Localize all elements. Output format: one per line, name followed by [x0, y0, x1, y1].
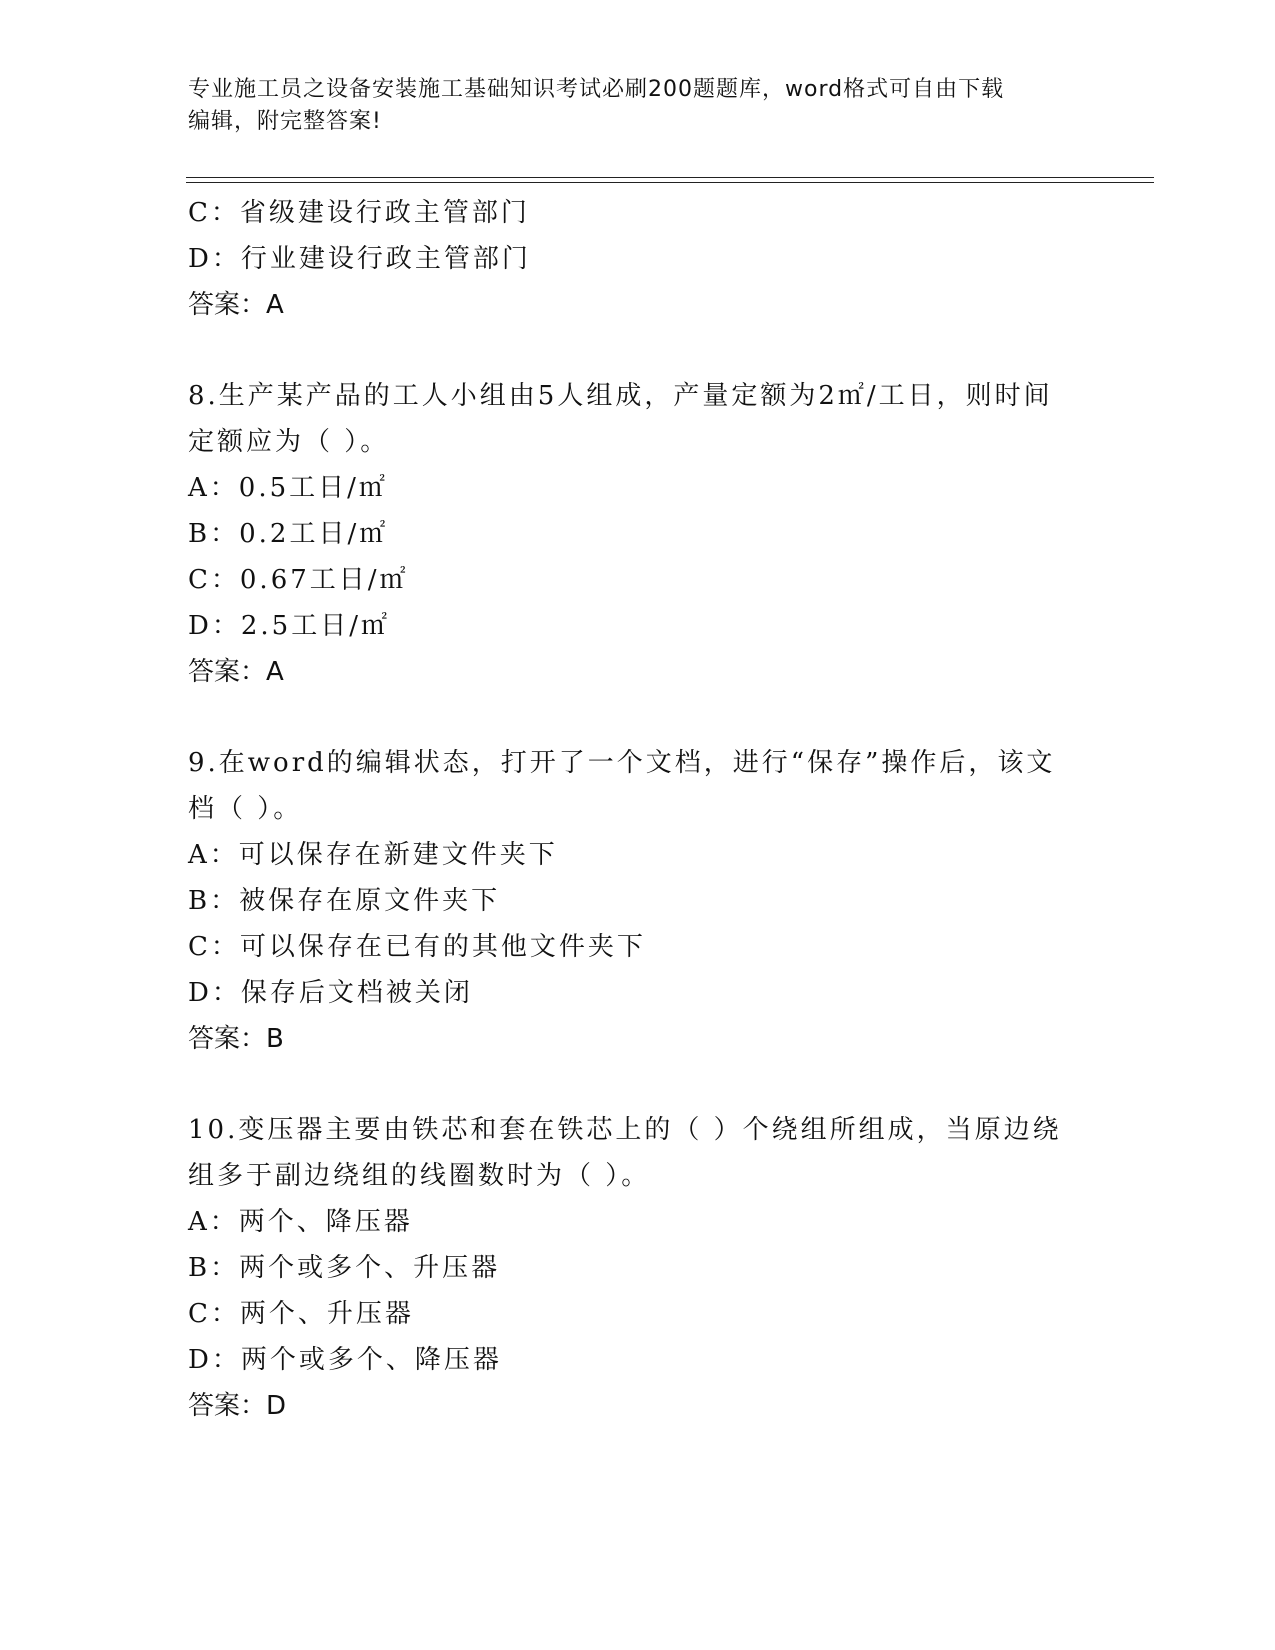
option-c: C：两个、升压器 — [188, 1299, 414, 1329]
option-a: A：可以保存在新建文件夹下 — [188, 840, 558, 870]
answer-label: 答案：A — [188, 290, 284, 320]
option-d: D：两个或多个、降压器 — [188, 1345, 502, 1375]
option-b: B：两个或多个、升压器 — [188, 1253, 501, 1283]
option-a: A：0.5工日/㎡ — [188, 473, 388, 503]
question-8 — [188, 373, 1088, 695]
spacer — [188, 1062, 1088, 1107]
question-text-line: 8.生产某产品的工人小组由5人组成，产量定额为2㎡/工日，则时间 — [188, 381, 1053, 411]
option-d: D：行业建设行政主管部门 — [188, 244, 531, 274]
question-list — [188, 190, 1088, 1429]
question-text-line: 档（ ）。 — [188, 794, 303, 824]
answer-label: 答案：B — [188, 1024, 284, 1054]
question-text-line: 定额应为（ ）。 — [188, 427, 390, 457]
question-text-line: 9.在word的编辑状态，打开了一个文档，进行“保存”操作后，该文 — [188, 748, 1056, 778]
option-c: C：0.67工日/㎡ — [188, 565, 409, 595]
option-c: C：省级建设行政主管部门 — [188, 198, 530, 228]
option-d: D：2.5工日/㎡ — [188, 611, 390, 641]
question-7-continued — [188, 190, 1088, 328]
answer-label: 答案：A — [188, 657, 284, 687]
option-b: B：被保存在原文件夹下 — [188, 886, 501, 916]
option-b: B：0.2工日/㎡ — [188, 519, 389, 549]
question-9 — [188, 740, 1088, 1062]
question-text-line: 组多于副边绕组的线圈数时为（ ）。 — [188, 1161, 651, 1191]
option-c: C：可以保存在已有的其他文件夹下 — [188, 932, 646, 962]
spacer — [188, 328, 1088, 373]
spacer — [188, 695, 1088, 740]
header-title-line-2: 编辑，附完整答案! — [188, 109, 382, 134]
question-text-line: 10.变压器主要由铁芯和套在铁芯上的（ ）个绕组所组成，当原边绕 — [188, 1115, 1062, 1145]
document-header — [188, 74, 1068, 138]
question-10 — [188, 1107, 1088, 1429]
header-divider-top — [186, 177, 1154, 178]
option-a: A：两个、降压器 — [188, 1207, 413, 1237]
header-title-line-1: 专业施工员之设备安装施工基础知识考试必刷200题题库，word格式可自由下载 — [188, 77, 1005, 102]
answer-label: 答案：D — [188, 1391, 287, 1421]
header-divider-bottom — [186, 182, 1154, 183]
option-d: D：保存后文档被关闭 — [188, 978, 473, 1008]
